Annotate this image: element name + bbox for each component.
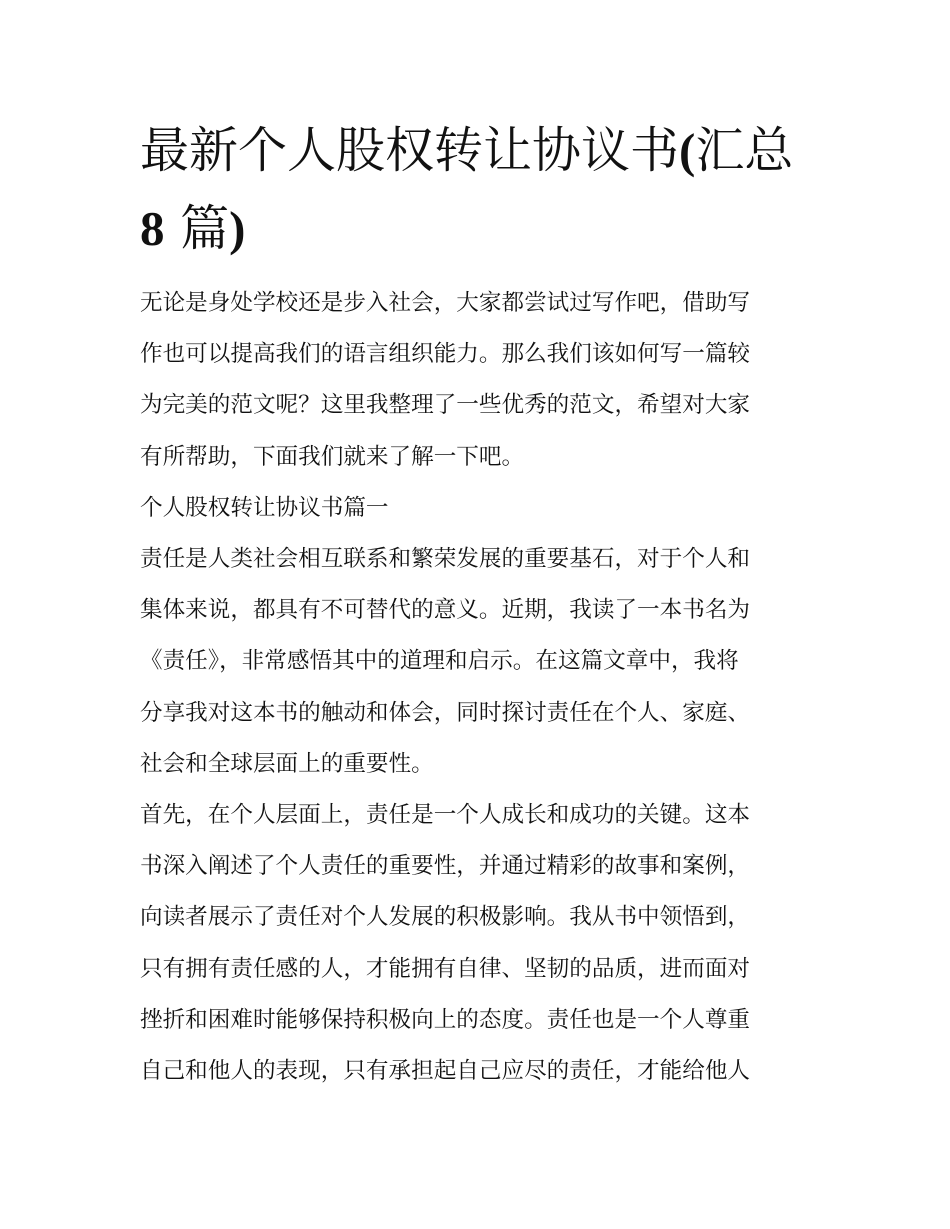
text-line: 责任是人类社会相互联系和繁荣发展的重要基石，对于个人和: [140, 546, 751, 573]
text-line: 集体来说，都具有不可替代的意义。近期，我读了一本书名为: [140, 597, 751, 624]
intro-paragraph: [140, 278, 820, 483]
text-line: 无论是身处学校还是步入社会，大家都尝试过写作吧，借助写: [140, 290, 751, 316]
body-paragraph-1: [140, 534, 820, 790]
text-line: 只有拥有责任感的人，才能拥有自律、坚韧的品质，进而面对: [140, 955, 751, 982]
title-close-paren: ): [229, 201, 246, 256]
text-line: 为完美的范文呢？这里我整理了一些优秀的范文，希望对大家: [140, 392, 751, 419]
document-title: [140, 112, 820, 268]
document-body: [140, 278, 820, 1097]
text-line: 书深入阐述了个人责任的重要性，并通过精彩的故事和案例，: [140, 853, 751, 880]
text-line: 向读者展示了责任对个人发展的积极影响。我从书中领悟到，: [140, 904, 751, 931]
text-line: 分享我对这本书的触动和体会，同时探讨责任在个人、家庭、: [140, 699, 751, 726]
title-text-pian: 篇: [164, 200, 230, 257]
title-open-paren: (: [679, 123, 696, 178]
text-line: 《责任》，非常感悟其中的道理和启示。在这篇文章中，我将: [140, 648, 739, 675]
section-heading: 个人股权转让协议书篇一: [140, 494, 389, 521]
text-line: 自己和他人的表现，只有承担起自己应尽的责任，才能给他人: [140, 1058, 751, 1085]
text-line: 作也可以提高我们的语言组织能力。那么我们该如何写一篇较: [140, 341, 751, 368]
text-line: 有所帮助，下面我们就来了解一下吧。: [140, 443, 525, 470]
title-text-summary: 汇总: [695, 122, 794, 179]
title-count: 8: [140, 201, 165, 256]
text-line: 社会和全球层面上的重要性。: [140, 750, 434, 777]
body-paragraph-2: [140, 790, 820, 1097]
title-text-main: 最新个人股权转让协议书: [140, 122, 680, 179]
text-line: 首先，在个人层面上，责任是一个人成长和成功的关键。这本: [140, 802, 751, 829]
text-line: 挫折和困难时能够保持积极向上的态度。责任也是一个人尊重: [140, 1006, 751, 1033]
